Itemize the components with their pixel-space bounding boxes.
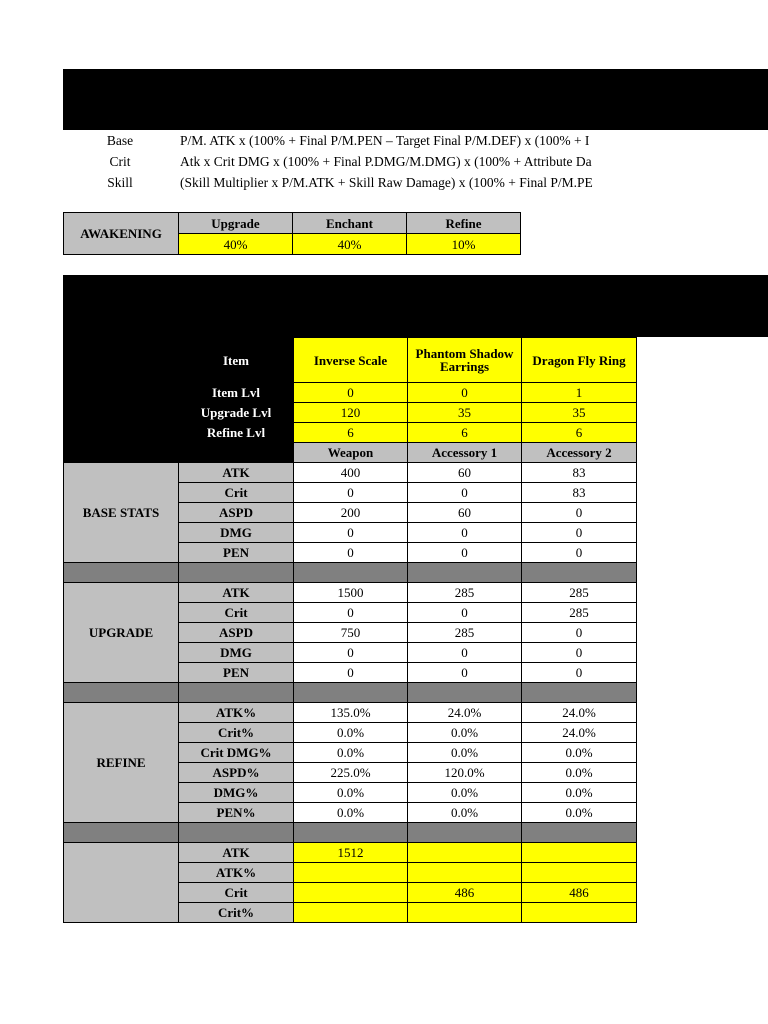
awakening-value-enchant[interactable]: 40%	[293, 234, 407, 255]
blank-cell	[179, 443, 294, 463]
table-row	[64, 703, 637, 723]
formula-base	[63, 130, 640, 151]
table-cell[interactable]: 486	[408, 883, 522, 903]
table-cell: 0.0%	[294, 723, 408, 743]
separator-cell	[179, 823, 294, 843]
table-cell: 200	[294, 503, 408, 523]
table-cell: 400	[294, 463, 408, 483]
table-cell: 0.0%	[408, 723, 522, 743]
awakening-header-refine: Refine	[407, 213, 521, 234]
separator-cell	[522, 563, 637, 583]
table-cell: 0	[294, 543, 408, 563]
section-bottom	[64, 843, 179, 923]
upgrade-lvl-3[interactable]: 35	[522, 403, 637, 423]
table-cell: 83	[522, 483, 637, 503]
table-cell: 285	[408, 583, 522, 603]
table-cell: 0	[522, 643, 637, 663]
refine-lvl-2[interactable]: 6	[408, 423, 522, 443]
separator-cell	[294, 563, 408, 583]
upgrade-lvl-1[interactable]: 120	[294, 403, 408, 423]
table-cell: 0	[408, 663, 522, 683]
row-label: Crit	[179, 483, 294, 503]
table-cell: 750	[294, 623, 408, 643]
blank-cell	[64, 383, 179, 403]
separator-row	[64, 563, 637, 583]
separator-cell	[408, 563, 522, 583]
slot-weapon: Weapon	[294, 443, 408, 463]
table-cell: 0	[294, 663, 408, 683]
table-cell[interactable]: 486	[522, 883, 637, 903]
awakening-header-enchant: Enchant	[293, 213, 407, 234]
upgrade-lvl-2[interactable]: 35	[408, 403, 522, 423]
table-cell: 0.0%	[522, 763, 637, 783]
table-cell: 0	[294, 603, 408, 623]
item-name-2[interactable]: Phantom Shadow Earrings	[408, 338, 522, 383]
table-cell[interactable]	[408, 903, 522, 923]
row-label: ATK	[179, 583, 294, 603]
row-label: Upgrade Lvl	[179, 403, 294, 423]
table-cell: 285	[408, 623, 522, 643]
table-cell[interactable]	[522, 903, 637, 923]
table-cell: 120.0%	[408, 763, 522, 783]
table-cell: 0.0%	[294, 783, 408, 803]
awakening-value-upgrade[interactable]: 40%	[179, 234, 293, 255]
header-banner-top	[63, 69, 768, 130]
row-label: PEN	[179, 543, 294, 563]
section-upgrade: UPGRADE	[64, 583, 179, 683]
row-label: DMG	[179, 523, 294, 543]
table-cell[interactable]	[294, 863, 408, 883]
row-label: ASPD	[179, 623, 294, 643]
separator-cell	[64, 563, 179, 583]
awakening-table	[63, 212, 521, 255]
table-cell[interactable]	[408, 863, 522, 883]
table-cell: 60	[408, 463, 522, 483]
row-label: Refine Lvl	[179, 423, 294, 443]
blank-cell	[64, 403, 179, 423]
separator-cell	[179, 683, 294, 703]
row-label: ATK%	[179, 703, 294, 723]
row-label: DMG	[179, 643, 294, 663]
item-lvl-3[interactable]: 1	[522, 383, 637, 403]
separator-cell	[408, 823, 522, 843]
table-cell[interactable]	[522, 843, 637, 863]
table-row	[64, 843, 637, 863]
table-cell: 0	[522, 663, 637, 683]
awakening-label: AWAKENING	[64, 213, 179, 255]
table-cell: 285	[522, 603, 637, 623]
item-lvl-1[interactable]: 0	[294, 383, 408, 403]
separator-cell	[64, 683, 179, 703]
table-cell[interactable]	[294, 903, 408, 923]
formula-text: (Skill Multiplier x P/M.ATK + Skill Raw Damage) x (100% + Final P/M.PE	[180, 175, 593, 190]
table-cell: 0.0%	[522, 803, 637, 823]
section-refine: REFINE	[64, 703, 179, 823]
formula-text: Atk x Crit DMG x (100% + Final P.DMG/M.DMG) x (100% + Attribute Da	[180, 154, 592, 169]
table-cell: 0	[408, 483, 522, 503]
item-lvl-row	[64, 383, 637, 403]
upgrade-lvl-row	[64, 403, 637, 423]
section-base-stats: BASE STATS	[64, 463, 179, 563]
table-cell: 0	[408, 543, 522, 563]
separator-row	[64, 823, 637, 843]
formula-label: Skill	[107, 175, 133, 190]
table-cell: 0	[522, 523, 637, 543]
awakening-value-refine[interactable]: 10%	[407, 234, 521, 255]
blank-cell	[64, 423, 179, 443]
table-cell: 0.0%	[522, 783, 637, 803]
row-label: Crit	[179, 603, 294, 623]
table-cell: 83	[522, 463, 637, 483]
separator-cell	[294, 683, 408, 703]
table-cell: 0	[408, 643, 522, 663]
row-label: DMG%	[179, 783, 294, 803]
table-row	[64, 463, 637, 483]
table-cell: 285	[522, 583, 637, 603]
table-cell: 0.0%	[408, 783, 522, 803]
formula-text: P/M. ATK x (100% + Final P/M.PEN – Target Final P/M.DEF) x (100% + I	[180, 133, 590, 148]
separator-row	[64, 683, 637, 703]
blank-cell	[64, 443, 179, 463]
table-cell: 0.0%	[294, 743, 408, 763]
formula-label: Base	[106, 133, 134, 148]
item-label: Item	[179, 338, 294, 383]
row-label: Crit%	[179, 903, 294, 923]
table-row	[64, 583, 637, 603]
table-cell: 0.0%	[408, 743, 522, 763]
table-cell: 60	[408, 503, 522, 523]
item-name-row	[64, 338, 637, 383]
slot-accessory-2: Accessory 2	[522, 443, 637, 463]
row-label: ASPD	[179, 503, 294, 523]
table-cell[interactable]: 1512	[294, 843, 408, 863]
formula-skill	[63, 172, 640, 193]
slot-accessory-1: Accessory 1	[408, 443, 522, 463]
separator-cell	[179, 563, 294, 583]
table-cell: 0	[294, 523, 408, 543]
table-cell: 24.0%	[408, 703, 522, 723]
refine-lvl-row	[64, 423, 637, 443]
table-cell: 0.0%	[294, 803, 408, 823]
table-cell: 225.0%	[294, 763, 408, 783]
separator-cell	[64, 823, 179, 843]
table-cell: 24.0%	[522, 703, 637, 723]
separator-cell	[522, 823, 637, 843]
table-cell[interactable]	[522, 863, 637, 883]
refine-lvl-1[interactable]: 6	[294, 423, 408, 443]
table-cell[interactable]	[408, 843, 522, 863]
refine-lvl-3[interactable]: 6	[522, 423, 637, 443]
table-cell: 0	[408, 603, 522, 623]
table-cell: 135.0%	[294, 703, 408, 723]
table-cell: 0.0%	[522, 743, 637, 763]
item-stats-table	[63, 337, 637, 923]
table-cell: 0	[522, 503, 637, 523]
row-label: Crit DMG%	[179, 743, 294, 763]
blank-cell	[64, 338, 179, 383]
separator-cell	[522, 683, 637, 703]
row-label: ATK%	[179, 863, 294, 883]
slot-row	[64, 443, 637, 463]
awakening-header-upgrade: Upgrade	[179, 213, 293, 234]
item-name-1[interactable]: Inverse Scale	[294, 338, 408, 383]
row-label: ATK	[179, 463, 294, 483]
formula-label: Crit	[109, 154, 131, 169]
row-label: PEN	[179, 663, 294, 683]
table-cell: 0	[294, 483, 408, 503]
table-cell[interactable]	[294, 883, 408, 903]
table-cell: 1500	[294, 583, 408, 603]
header-banner-items	[63, 275, 768, 337]
table-cell: 0	[522, 623, 637, 643]
table-cell: 0	[408, 523, 522, 543]
table-cell: 0	[522, 543, 637, 563]
formula-crit	[63, 151, 640, 172]
item-lvl-2[interactable]: 0	[408, 383, 522, 403]
table-cell: 0	[294, 643, 408, 663]
row-label: ASPD%	[179, 763, 294, 783]
table-cell: 0.0%	[408, 803, 522, 823]
row-label: Item Lvl	[179, 383, 294, 403]
item-name-3[interactable]: Dragon Fly Ring	[522, 338, 637, 383]
row-label: Crit	[179, 883, 294, 903]
separator-cell	[294, 823, 408, 843]
row-label: PEN%	[179, 803, 294, 823]
row-label: Crit%	[179, 723, 294, 743]
table-cell: 24.0%	[522, 723, 637, 743]
row-label: ATK	[179, 843, 294, 863]
separator-cell	[408, 683, 522, 703]
